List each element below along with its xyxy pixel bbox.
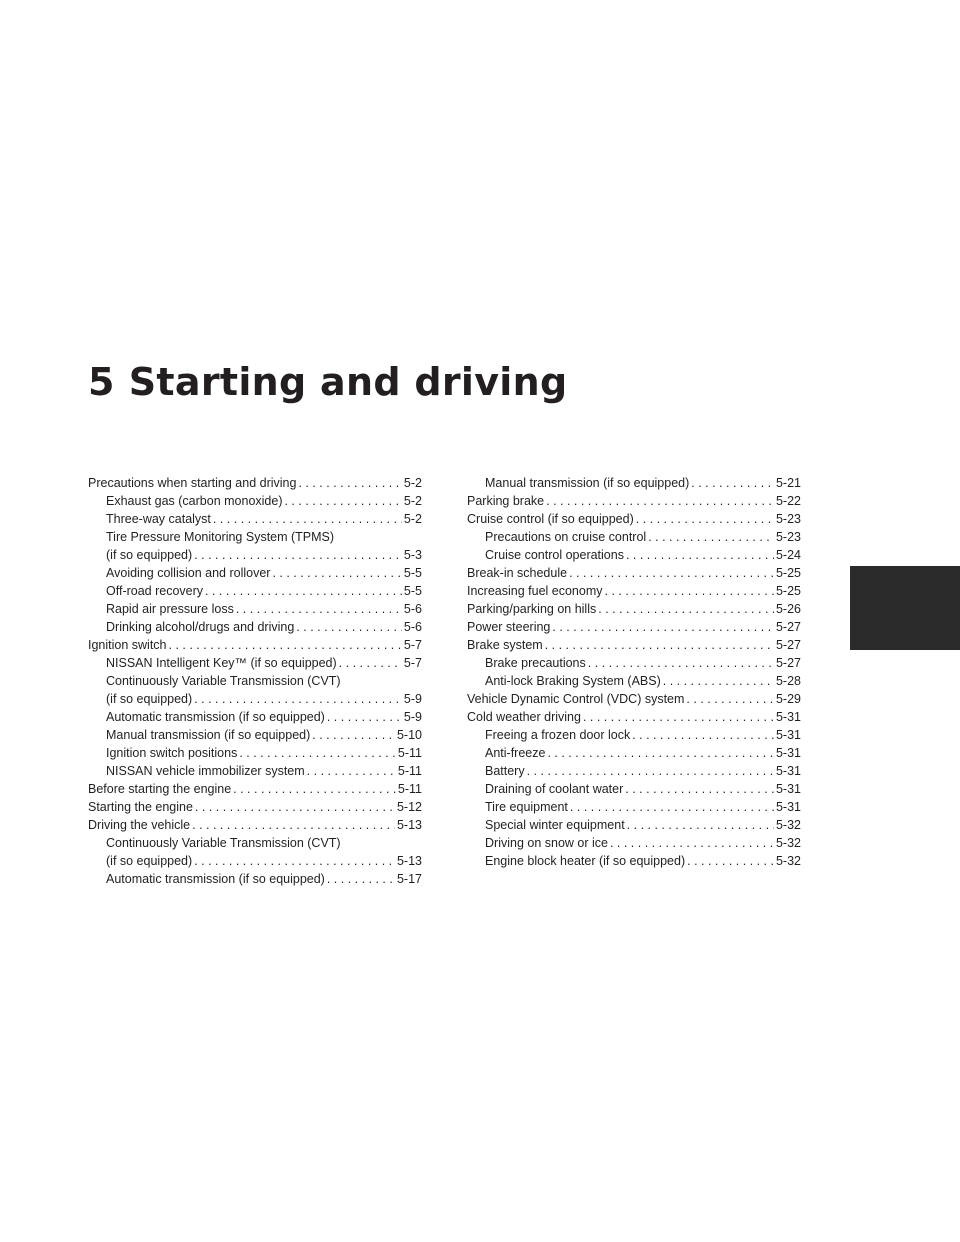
dot-leader — [233, 780, 396, 798]
dot-leader — [627, 816, 774, 834]
toc-entry[interactable] — [467, 654, 801, 672]
toc-entry[interactable] — [88, 618, 422, 636]
toc-entry-page: 5-11 — [397, 782, 422, 796]
toc-entry-title: Automatic transmission (if so equipped) — [106, 872, 325, 886]
dot-leader — [194, 852, 395, 870]
toc-entry-title: NISSAN Intelligent Key™ (if so equipped) — [106, 656, 337, 670]
dot-leader — [307, 762, 396, 780]
dot-leader — [547, 744, 774, 762]
toc-entry[interactable] — [467, 510, 801, 528]
toc-entry-page: 5-7 — [403, 638, 422, 652]
chapter-title — [88, 360, 567, 404]
toc-entry-title: Avoiding collision and rollover — [106, 566, 271, 580]
dot-leader — [339, 654, 402, 672]
toc-entry-page: 5-32 — [775, 854, 801, 868]
toc-entry-page: 5-17 — [396, 872, 422, 886]
toc-entry-page: 5-3 — [403, 548, 422, 562]
toc-entry-page: 5-29 — [775, 692, 801, 706]
dot-leader — [569, 564, 774, 582]
dot-leader — [194, 690, 402, 708]
toc-entry-page: 5-13 — [396, 854, 422, 868]
chapter-title-text: Starting and driving — [128, 360, 568, 404]
toc-entry[interactable] — [88, 654, 422, 672]
toc-entry-title: Ignition switch — [88, 638, 167, 652]
toc-entry[interactable] — [88, 762, 422, 780]
toc-entry[interactable] — [88, 834, 422, 870]
dot-leader — [625, 780, 774, 798]
toc-entry[interactable] — [88, 582, 422, 600]
toc-entry-page: 5-5 — [403, 566, 422, 580]
toc-entry[interactable] — [467, 744, 801, 762]
dot-leader — [239, 744, 396, 762]
dot-leader — [687, 852, 774, 870]
dot-leader — [632, 726, 774, 744]
dot-leader — [570, 798, 774, 816]
toc-entry-title: Driving on snow or ice — [485, 836, 608, 850]
toc-entry-title: NISSAN vehicle immobilizer system — [106, 764, 305, 778]
dot-leader — [298, 474, 401, 492]
toc-entry-page: 5-23 — [775, 512, 801, 526]
toc-entry-title: Precautions on cruise control — [485, 530, 647, 544]
toc-entry-title: Increasing fuel economy — [467, 584, 603, 598]
toc-entry[interactable] — [88, 600, 422, 618]
toc-entry-page: 5-9 — [403, 710, 422, 724]
toc-entry[interactable] — [467, 618, 801, 636]
toc-entry-page: 5-32 — [775, 818, 801, 832]
toc-entry-title: Vehicle Dynamic Control (VDC) system — [467, 692, 685, 706]
toc-entry[interactable] — [467, 834, 801, 852]
toc-entry-page: 5-7 — [403, 656, 422, 670]
toc-entry[interactable] — [467, 780, 801, 798]
dot-leader — [588, 654, 774, 672]
toc-entry-title: Cold weather driving — [467, 710, 581, 724]
toc-entry-title: Manual transmission (if so equipped) — [106, 728, 311, 742]
toc-entry[interactable] — [467, 708, 801, 726]
dot-leader — [691, 474, 774, 492]
toc-entry-title: Manual transmission (if so equipped) — [485, 476, 690, 490]
toc-entry-title: Cruise control (if so equipped) — [467, 512, 634, 526]
toc-entry-title: Cruise control operations — [485, 548, 624, 562]
toc-entry-title: Anti-freeze — [485, 746, 546, 760]
toc-entry-title: Ignition switch positions — [106, 746, 238, 760]
toc-entry-page: 5-26 — [775, 602, 801, 616]
dot-leader — [205, 582, 402, 600]
toc-entry-title: Brake precautions — [485, 656, 586, 670]
toc-entry-title: Starting the engine — [88, 800, 193, 814]
toc-entry-title-continued: (if so equipped) — [106, 854, 193, 868]
toc-entry[interactable] — [467, 636, 801, 654]
dot-leader — [169, 636, 402, 654]
toc-entry-title-continued: (if so equipped) — [106, 692, 193, 706]
dot-leader — [236, 600, 402, 618]
toc-entry-title: Brake system — [467, 638, 543, 652]
toc-entry[interactable] — [88, 672, 422, 708]
toc-column-left — [88, 474, 422, 888]
toc-entry-title: Draining of coolant water — [485, 782, 624, 796]
toc-entry[interactable] — [467, 690, 801, 708]
dot-leader — [546, 492, 774, 510]
dot-leader — [663, 672, 774, 690]
dot-leader — [552, 618, 774, 636]
toc-entry-title: Special winter equipment — [485, 818, 625, 832]
toc-entry-title: Continuously Variable Transmission (CVT) — [106, 674, 341, 688]
dot-leader — [626, 546, 774, 564]
toc-entry-title: Engine block heater (if so equipped) — [485, 854, 686, 868]
toc-entry[interactable] — [88, 708, 422, 726]
toc-entry-title-continued: (if so equipped) — [106, 548, 193, 562]
toc-entry[interactable] — [88, 798, 422, 816]
toc-entry-title: Power steering — [467, 620, 551, 634]
toc-entry-title: Anti-lock Braking System (ABS) — [485, 674, 661, 688]
toc-entry[interactable] — [467, 492, 801, 510]
toc-entry[interactable] — [467, 852, 801, 870]
toc-entry-page: 5-32 — [775, 836, 801, 850]
toc-entry-page: 5-13 — [396, 818, 422, 832]
dot-leader — [194, 546, 402, 564]
toc-entry-page: 5-2 — [403, 512, 422, 526]
toc-entry-title: Tire equipment — [485, 800, 568, 814]
toc-entry-page: 5-31 — [775, 800, 801, 814]
toc-entry[interactable] — [88, 474, 422, 492]
toc-entry-page: 5-9 — [403, 692, 422, 706]
toc-entry-title: Rapid air pressure loss — [106, 602, 234, 616]
toc-entry[interactable] — [467, 600, 801, 618]
toc-entry[interactable] — [88, 510, 422, 528]
toc-entry-page: 5-31 — [775, 764, 801, 778]
dot-leader — [195, 798, 395, 816]
toc-entry[interactable] — [88, 816, 422, 834]
toc-entry-title: Driving the vehicle — [88, 818, 191, 832]
toc-entry-title: Automatic transmission (if so equipped) — [106, 710, 325, 724]
toc-column-right — [467, 474, 801, 870]
dot-leader — [192, 816, 395, 834]
toc-entry[interactable] — [88, 564, 422, 582]
toc-entry[interactable] — [467, 546, 801, 564]
toc-entry-page: 5-2 — [403, 476, 422, 490]
chapter-number: 5 — [88, 360, 115, 404]
toc-entry-page: 5-31 — [775, 746, 801, 760]
toc-entry-page: 5-12 — [396, 800, 422, 814]
dot-leader — [648, 528, 774, 546]
toc-entry[interactable] — [88, 528, 422, 564]
toc-entry-page: 5-22 — [775, 494, 801, 508]
toc-entry-page: 5-6 — [403, 620, 422, 634]
toc-entry-page: 5-31 — [775, 782, 801, 796]
toc-entry-page: 5-24 — [775, 548, 801, 562]
toc-entry-page: 5-27 — [775, 620, 801, 634]
toc-entry-title: Parking brake — [467, 494, 545, 508]
chapter-tab-marker — [850, 566, 960, 650]
toc-entry[interactable] — [88, 726, 422, 744]
toc-entry-title: Three-way catalyst — [106, 512, 211, 526]
dot-leader — [527, 762, 774, 780]
toc-entry[interactable] — [467, 816, 801, 834]
toc-entry-page: 5-11 — [397, 746, 422, 760]
toc-entry[interactable] — [88, 636, 422, 654]
toc-entry-page: 5-11 — [397, 764, 422, 778]
dot-leader — [327, 870, 395, 888]
toc-entry[interactable] — [467, 726, 801, 744]
toc-entry[interactable] — [467, 762, 801, 780]
toc-entry-page: 5-2 — [403, 494, 422, 508]
toc-entry-page: 5-27 — [775, 638, 801, 652]
dot-leader — [272, 564, 401, 582]
dot-leader — [598, 600, 774, 618]
toc-entry-title: Drinking alcohol/drugs and driving — [106, 620, 295, 634]
dot-leader — [545, 636, 774, 654]
dot-leader — [583, 708, 774, 726]
toc-entry-page: 5-21 — [775, 476, 801, 490]
toc-entry[interactable] — [467, 672, 801, 690]
toc-entry-title: Parking/parking on hills — [467, 602, 597, 616]
toc-entry[interactable] — [88, 744, 422, 762]
dot-leader — [686, 690, 774, 708]
toc-entry-title: Freeing a frozen door lock — [485, 728, 631, 742]
toc-entry[interactable] — [467, 564, 801, 582]
toc-entry[interactable] — [467, 798, 801, 816]
toc-entry[interactable] — [88, 780, 422, 798]
dot-leader — [213, 510, 402, 528]
toc-entry-page: 5-28 — [775, 674, 801, 688]
toc-entry-title: Break-in schedule — [467, 566, 568, 580]
toc-entry-title: Battery — [485, 764, 525, 778]
toc-entry[interactable] — [88, 870, 422, 888]
toc-entry[interactable] — [467, 474, 801, 492]
dot-leader — [312, 726, 395, 744]
dot-leader — [605, 582, 774, 600]
toc-entry[interactable] — [88, 492, 422, 510]
toc-entry-title: Continuously Variable Transmission (CVT) — [106, 836, 341, 850]
toc-entry-title: Exhaust gas (carbon monoxide) — [106, 494, 283, 508]
toc-entry[interactable] — [467, 582, 801, 600]
toc-entry-page: 5-31 — [775, 728, 801, 742]
toc-entry-page: 5-25 — [775, 566, 801, 580]
toc-entry-page: 5-23 — [775, 530, 801, 544]
dot-leader — [610, 834, 774, 852]
toc-entry-page: 5-10 — [396, 728, 422, 742]
dot-leader — [296, 618, 402, 636]
toc-entry-page: 5-6 — [403, 602, 422, 616]
toc-entry-page: 5-25 — [775, 584, 801, 598]
toc-entry-title: Tire Pressure Monitoring System (TPMS) — [106, 530, 335, 544]
dot-leader — [636, 510, 774, 528]
toc-entry-page: 5-31 — [775, 710, 801, 724]
toc-entry-title: Precautions when starting and driving — [88, 476, 297, 490]
toc-entry-title: Before starting the engine — [88, 782, 232, 796]
toc-entry[interactable] — [467, 528, 801, 546]
toc-entry-page: 5-5 — [403, 584, 422, 598]
toc-entry-title: Off-road recovery — [106, 584, 204, 598]
dot-leader — [284, 492, 401, 510]
toc-entry-page: 5-27 — [775, 656, 801, 670]
dot-leader — [327, 708, 402, 726]
